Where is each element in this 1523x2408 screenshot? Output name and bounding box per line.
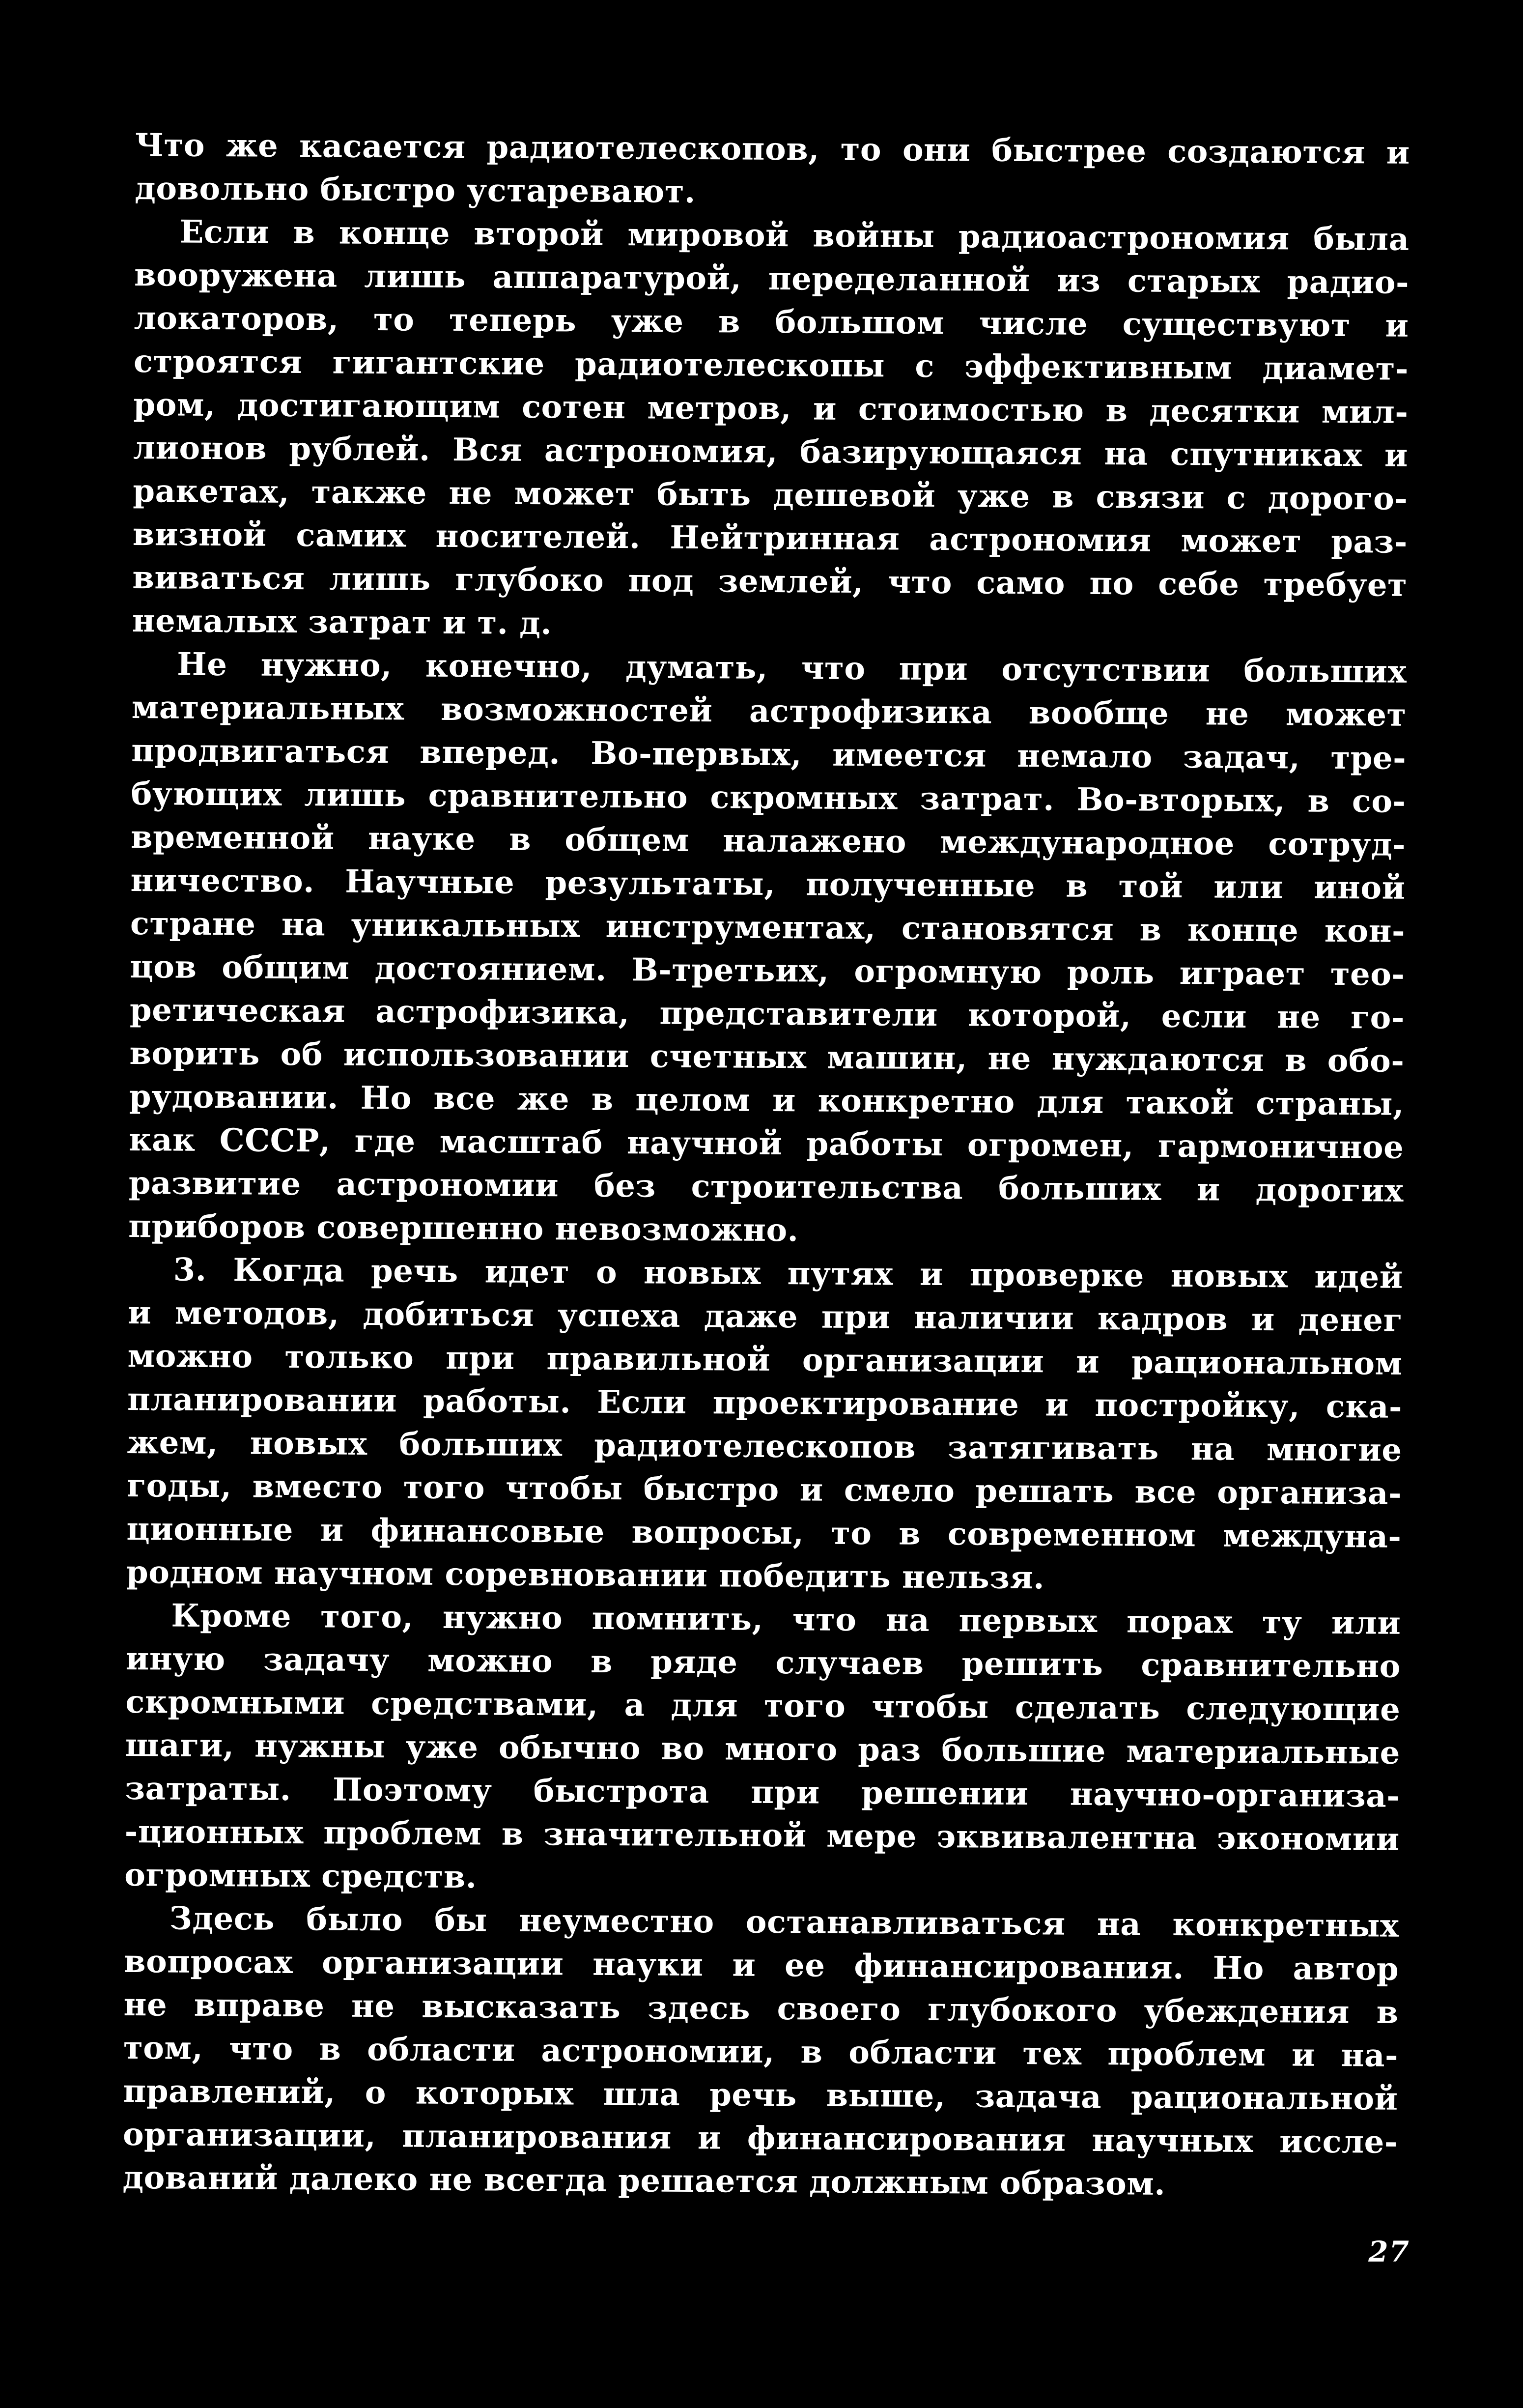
- paragraph: [124, 1594, 1401, 1905]
- text-line: ракетах, также не может быть дешевой уже в связи с дорого-: [133, 472, 1408, 517]
- paragraph: [132, 210, 1410, 651]
- text-line: довольно быстро устаревают.: [134, 170, 696, 210]
- text-line: материальных возможностей астрофизика вообще не может: [131, 688, 1407, 734]
- text-line: годы, вместо того чтобы быстро и смело решать все организа-: [126, 1467, 1402, 1512]
- text-line: ретическая астрофизика, представители которой, если не го-: [129, 991, 1405, 1036]
- text-line: Если в конце второй мировой войны радиоастрономия была: [179, 213, 1410, 258]
- text-line: -ционных проблем в значительной мере эквивалентна экономии: [124, 1813, 1400, 1858]
- text-line: ворить об использовании счетных машин, не нуждаются в обо-: [129, 1034, 1405, 1080]
- text-line: Не нужно, конечно, думать, что при отсутствии больших: [177, 646, 1407, 690]
- text-line: немалых затрат и т. д.: [132, 602, 552, 642]
- text-line: иную задачу можно в ряде случаев решить сравнительно: [125, 1640, 1401, 1685]
- text-line: продвигаться вперед. Во-первых, имеется немало задач, тре-: [131, 732, 1407, 777]
- text-line: временной науке в общем налажено международное сотруд-: [130, 818, 1406, 863]
- paragraph: [128, 643, 1407, 1256]
- text-line: ционные и финансовые вопросы, то в современном междуна-: [126, 1510, 1402, 1555]
- text-line: и методов, добиться успеха даже при наличии кадров и денег: [127, 1294, 1403, 1339]
- paragraph: [126, 1248, 1403, 1602]
- text-line: правлений, о которых шла речь выше, задача рациональной: [123, 2072, 1398, 2118]
- text-line: вооружена лишь аппаратурой, переделанной из старых радио-: [134, 256, 1410, 301]
- text-line: визной самих носителей. Нейтринная астрономия может раз-: [132, 516, 1408, 561]
- text-line: развитие астрономии без строительства больших и дорогих: [128, 1164, 1404, 1209]
- text-line: огромных средств.: [124, 1856, 477, 1896]
- text-line: вопросах организации науки и ее финансирования. Но автор: [123, 1943, 1399, 1988]
- text-line: локаторов, то теперь уже в большом числе существуют и: [134, 299, 1409, 344]
- text-line: затраты. Поэтому быстрота при решении научно-организа-: [125, 1770, 1400, 1815]
- text-line: ром, достигающим сотен метров, и стоимостью в десятки мил-: [133, 386, 1409, 431]
- paragraph: [135, 124, 1410, 218]
- text-line: Что же касается радиотелескопов, то они быстрее создаются и: [135, 126, 1410, 172]
- text-line: дований далеко не всегда решается должным образом.: [122, 2159, 1166, 2203]
- text-line: как СССР, где масштаб научной работы огромен, гармоничное: [129, 1121, 1404, 1166]
- paragraph: [122, 1897, 1399, 2207]
- text-line: организации, планирования и финансирования научных иссле-: [122, 2116, 1398, 2161]
- text-line: стране на уникальных инструментах, становятся в конце кон-: [130, 905, 1406, 950]
- text-line: приборов совершенно невозможно.: [128, 1207, 799, 1249]
- text-line: не вправе не высказать здесь своего глубокого убеждения в: [123, 1986, 1399, 2031]
- text-line: Здесь было бы неуместно останавливаться на конкретных: [169, 1900, 1399, 1945]
- text-line: строятся гигантские радиотелескопы с эффективным диамет-: [133, 343, 1409, 388]
- text-line: родном научном соревновании победить нельзя.: [126, 1553, 1045, 1597]
- text-line: рудовании. Но все же в целом и конкретно для такой страны,: [129, 1078, 1405, 1123]
- text-line: планировании работы. Если проектирование и постройку, ска-: [127, 1380, 1403, 1426]
- text-line: скромными средствами, а для того чтобы сделать следующие: [125, 1683, 1401, 1728]
- text-line: том, что в области астрономии, в области тех проблем и на-: [123, 2029, 1399, 2074]
- text-line: жем, новых больших радиотелескопов затягивать на многие: [127, 1424, 1402, 1469]
- text-line: можно только при правильной организации и рациональном: [127, 1337, 1403, 1382]
- text-line: цов общим достоянием. В-третьих, огромную роль играет тео-: [130, 948, 1405, 993]
- page-number: 27: [1368, 2235, 1410, 2268]
- text-line: Кроме того, нужно помнить, что на первых порах ту или: [171, 1597, 1401, 1642]
- text-line: бующих лишь сравнительно скромных затрат. Во-вторых, в со-: [131, 775, 1406, 820]
- text-line: шаги, нужны уже обычно во много раз большие материальные: [125, 1726, 1401, 1772]
- text-block: [122, 124, 1410, 2207]
- text-line: лионов рублей. Вся астрономия, базирующаяся на спутниках и: [133, 429, 1409, 474]
- text-line: виваться лишь глубоко под землей, что само по себе требует: [132, 559, 1408, 604]
- text-line: ничество. Научные результаты, полученные в той или иной: [130, 861, 1406, 907]
- text-line: 3. Когда речь идет о новых путях и проверке новых идей: [173, 1251, 1403, 1296]
